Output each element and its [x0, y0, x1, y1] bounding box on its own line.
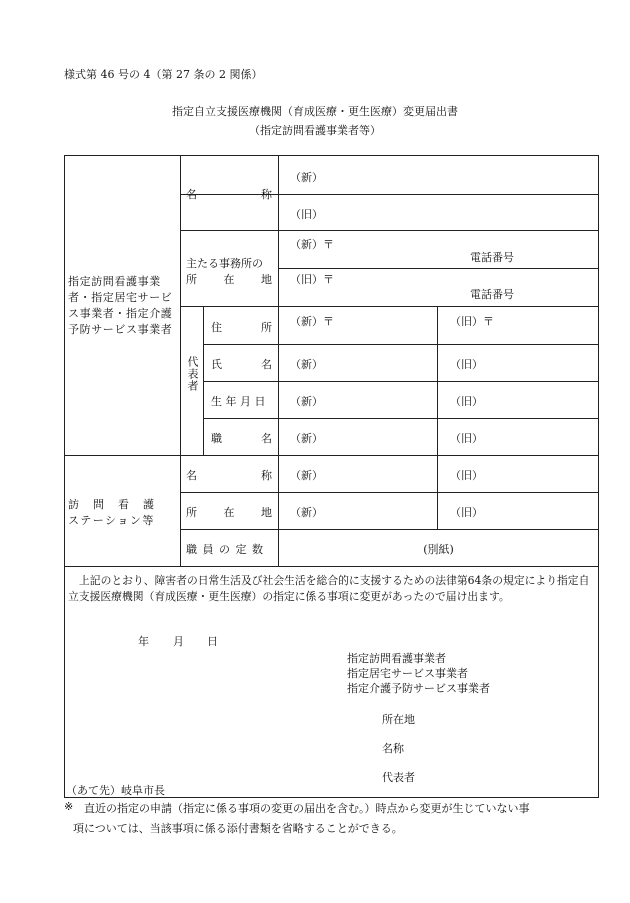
station-name-new[interactable]: （新）	[290, 469, 323, 482]
date-month[interactable]: 月	[173, 635, 184, 648]
rep-birthdate-old[interactable]: （旧）	[450, 395, 483, 408]
name-old-field[interactable]: （旧）	[290, 208, 323, 221]
name-label: 名 称	[186, 188, 272, 201]
name-new-field[interactable]: （新）	[290, 171, 323, 184]
office-label-line2: 所 在 地	[186, 273, 272, 286]
form-number: 様式第 46 号の 4（第 27 条の 2 関係）	[64, 68, 263, 81]
form-subtitle: （指定訪問看護事業者等）	[249, 124, 381, 137]
note-line1: 直近の指定の申請（指定に係る事項の変更の届出を含む。）時点から変更が生じていない事	[84, 802, 530, 815]
form-title: 指定自立支援医療機関（育成医療・更生医療）変更届出書	[172, 105, 458, 118]
applicant-type-2: 指定居宅サービス事業者	[347, 667, 468, 680]
office-old-phone[interactable]: 電話番号	[470, 288, 514, 301]
staff-count-value[interactable]: (別紙)	[423, 543, 454, 556]
rep-name-new[interactable]: （新）	[290, 358, 323, 371]
applicant-type-1: 指定訪問看護事業者	[347, 652, 446, 665]
applicant-name-field[interactable]: 名称	[382, 742, 404, 755]
office-new-phone[interactable]: 電話番号	[470, 251, 514, 264]
station-address-old[interactable]: （旧）	[450, 506, 483, 519]
staff-count-label: 職 員 の 定 数	[186, 543, 264, 556]
statement-text: 上記のとおり、障害者の日常生活及び社会生活を総合的に支援するための法律第64条の規定により指定自立支援医療機関（育成医療・更生医療）の指定に係る事項に変更があったので届け出ます。	[68, 574, 590, 603]
rep-birthdate-label: 生 年 月 日	[211, 395, 266, 408]
note-mark: ※	[64, 800, 74, 813]
rep-birthdate-new[interactable]: （新）	[290, 395, 323, 408]
section1-label: 指定訪問看護事業者・指定居宅サービス事業者・指定介護予防サービス事業者	[68, 275, 173, 336]
office-label-line1: 主たる事務所の	[186, 257, 263, 270]
applicant-address-field[interactable]: 所在地	[382, 713, 415, 726]
date-day[interactable]: 日	[207, 635, 218, 648]
rep-address-label: 住 所	[211, 321, 272, 334]
section2-label-line2: ステーション等	[68, 514, 155, 527]
rep-title-label: 職 名	[211, 432, 272, 445]
rep-title-old[interactable]: （旧）	[450, 432, 483, 445]
rep-name-old[interactable]: （旧）	[450, 358, 483, 371]
station-name-old[interactable]: （旧）	[450, 469, 483, 482]
date-year[interactable]: 年	[138, 635, 149, 648]
note-line2: 項については、当該事項に係る添付書類を省略することができる。	[73, 822, 403, 835]
applicant-representative-field[interactable]: 代表者	[382, 771, 415, 784]
rep-address-new[interactable]: （新）〒	[290, 315, 334, 328]
station-address-label: 所 在 地	[186, 506, 272, 519]
section2-label-line1: 訪 問 看 護	[68, 498, 156, 511]
station-address-new[interactable]: （新）	[290, 506, 323, 519]
representative-label: 代表者	[186, 356, 199, 392]
rep-name-label: 氏 名	[211, 358, 272, 371]
office-new-field[interactable]: （新）〒	[290, 238, 334, 251]
applicant-type-3: 指定介護予防サービス事業者	[347, 682, 490, 695]
rep-address-old[interactable]: （旧）〒	[450, 315, 494, 328]
office-old-field[interactable]: （旧）〒	[290, 273, 334, 286]
station-name-label: 名 称	[186, 469, 272, 482]
rep-title-new[interactable]: （新）	[290, 432, 323, 445]
addressee: （あて先）岐阜市長	[66, 784, 165, 797]
